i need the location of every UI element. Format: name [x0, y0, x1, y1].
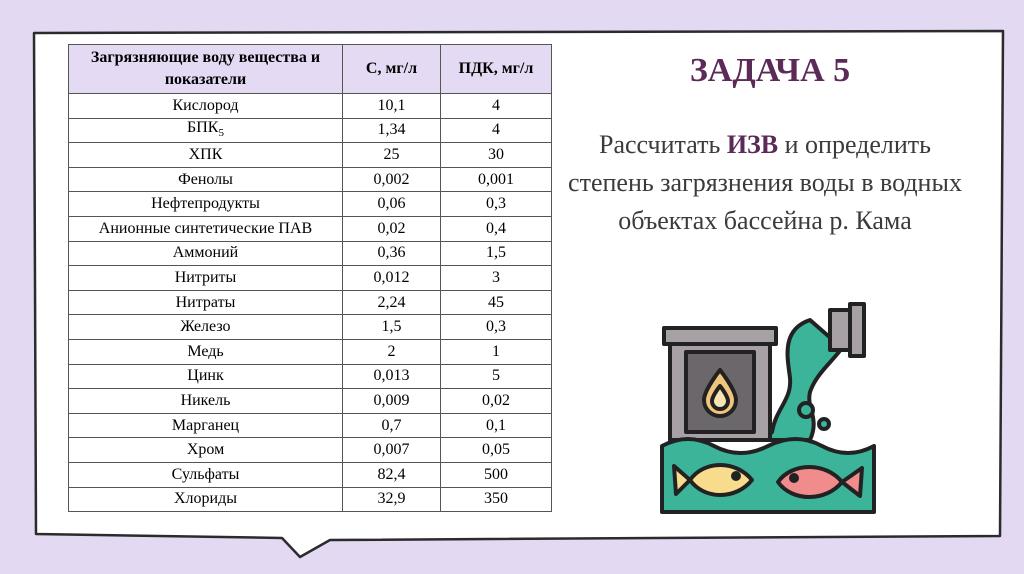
substance-cell	[69, 339, 343, 364]
substance-cell	[69, 118, 343, 143]
substance-name: Кислород	[172, 96, 239, 114]
substance-cell	[69, 389, 343, 414]
substance-subscript: 5	[218, 126, 224, 139]
substance-name: Марганец	[171, 416, 240, 434]
mac-cell: 5	[441, 364, 552, 389]
substance-cell	[69, 413, 343, 438]
substance-name: ХПК	[188, 145, 223, 163]
table-row	[69, 266, 552, 291]
table-row	[69, 487, 552, 512]
mac-cell: 350	[441, 487, 552, 512]
concentration-cell: 2,24	[343, 290, 441, 315]
substance-cell	[69, 192, 343, 217]
concentration-cell: 0,002	[343, 167, 441, 192]
substance-cell	[69, 364, 343, 389]
table-row	[69, 94, 552, 119]
concentration-cell: 0,02	[343, 216, 441, 241]
header-concentration: С, мг/л	[343, 45, 441, 94]
mac-cell: 3	[441, 266, 552, 291]
table-row	[69, 143, 552, 168]
concentration-cell: 0,007	[343, 438, 441, 463]
concentration-cell: 2	[343, 339, 441, 364]
table-row	[69, 462, 552, 487]
substance-name: Нитраты	[175, 293, 236, 311]
mac-cell: 45	[441, 290, 552, 315]
concentration-cell: 32,9	[343, 487, 441, 512]
substance-name: Медь	[187, 342, 224, 360]
concentration-cell: 0,36	[343, 241, 441, 266]
substance-cell	[69, 94, 343, 119]
mac-cell: 4	[441, 118, 552, 143]
table-row	[69, 118, 552, 143]
table-row	[69, 241, 552, 266]
header-mac: ПДК, мг/л	[441, 45, 552, 94]
substance-name: Хром	[186, 441, 225, 459]
substance-cell	[69, 462, 343, 487]
task-highlight-izv: ИЗВ	[726, 130, 779, 159]
mac-cell: 0,4	[441, 216, 552, 241]
concentration-cell: 0,013	[343, 364, 441, 389]
substance-name: Никель	[180, 391, 231, 409]
water-pollution-barrel-pipe-fish-icon	[662, 304, 874, 512]
concentration-cell: 10,1	[343, 94, 441, 119]
substance-name: Нефтепродукты	[151, 195, 260, 213]
table-row	[69, 192, 552, 217]
table-row	[69, 364, 552, 389]
substance-name: Цинк	[187, 367, 224, 385]
substance-cell	[69, 315, 343, 340]
concentration-cell: 25	[343, 143, 441, 168]
concentration-cell: 0,012	[343, 266, 441, 291]
task-text-rest: и определить степень загрязнения воды в водных объектах бассейна р. Кама	[568, 130, 962, 235]
concentration-cell: 0,7	[343, 413, 441, 438]
substance-name: Нитриты	[174, 268, 237, 286]
concentration-cell: 1,34	[343, 118, 441, 143]
substance-cell	[69, 143, 343, 168]
table-row	[69, 167, 552, 192]
task-description	[560, 126, 970, 240]
concentration-cell: 0,06	[343, 192, 441, 217]
task-title: ЗАДАЧА 5	[689, 52, 851, 89]
mac-cell: 30	[441, 143, 552, 168]
table-row	[69, 339, 552, 364]
substance-cell	[69, 290, 343, 315]
substance-name: Анионные синтетические ПАВ	[98, 219, 313, 237]
table-header-row	[69, 45, 552, 94]
substance-cell	[69, 266, 343, 291]
concentration-cell: 1,5	[343, 315, 441, 340]
substance-name: Хлориды	[174, 490, 237, 508]
table-row	[69, 216, 552, 241]
substance-cell	[69, 487, 343, 512]
mac-cell: 0,001	[441, 167, 552, 192]
table-row	[69, 315, 552, 340]
mac-cell: 0,3	[441, 192, 552, 217]
substance-cell	[69, 167, 343, 192]
table-row	[69, 413, 552, 438]
concentration-cell: 0,009	[343, 389, 441, 414]
mac-cell: 4	[441, 94, 552, 119]
mac-cell: 0,05	[441, 438, 552, 463]
substance-name: БПК	[187, 118, 219, 136]
pollutants-table	[68, 44, 552, 512]
mac-cell: 0,1	[441, 413, 552, 438]
substance-name: Сульфаты	[171, 465, 240, 483]
mac-cell: 0,3	[441, 315, 552, 340]
substance-cell	[69, 241, 343, 266]
substance-name: Фенолы	[178, 170, 233, 188]
substance-name: Железо	[180, 318, 231, 336]
mac-cell: 500	[441, 462, 552, 487]
table-row	[69, 438, 552, 463]
concentration-cell: 82,4	[343, 462, 441, 487]
mac-cell: 1	[441, 339, 552, 364]
mac-cell: 0,02	[441, 389, 552, 414]
table-row	[69, 290, 552, 315]
substance-name: Аммоний	[172, 244, 239, 262]
header-substance: Загрязняющие воду вещества и показатели	[69, 45, 343, 94]
task-text-start: Рассчитать	[598, 130, 727, 159]
water-pollution-illustration	[660, 300, 878, 514]
table-row	[69, 389, 552, 414]
mac-cell: 1,5	[441, 241, 552, 266]
substance-cell	[69, 216, 343, 241]
substance-cell	[69, 438, 343, 463]
